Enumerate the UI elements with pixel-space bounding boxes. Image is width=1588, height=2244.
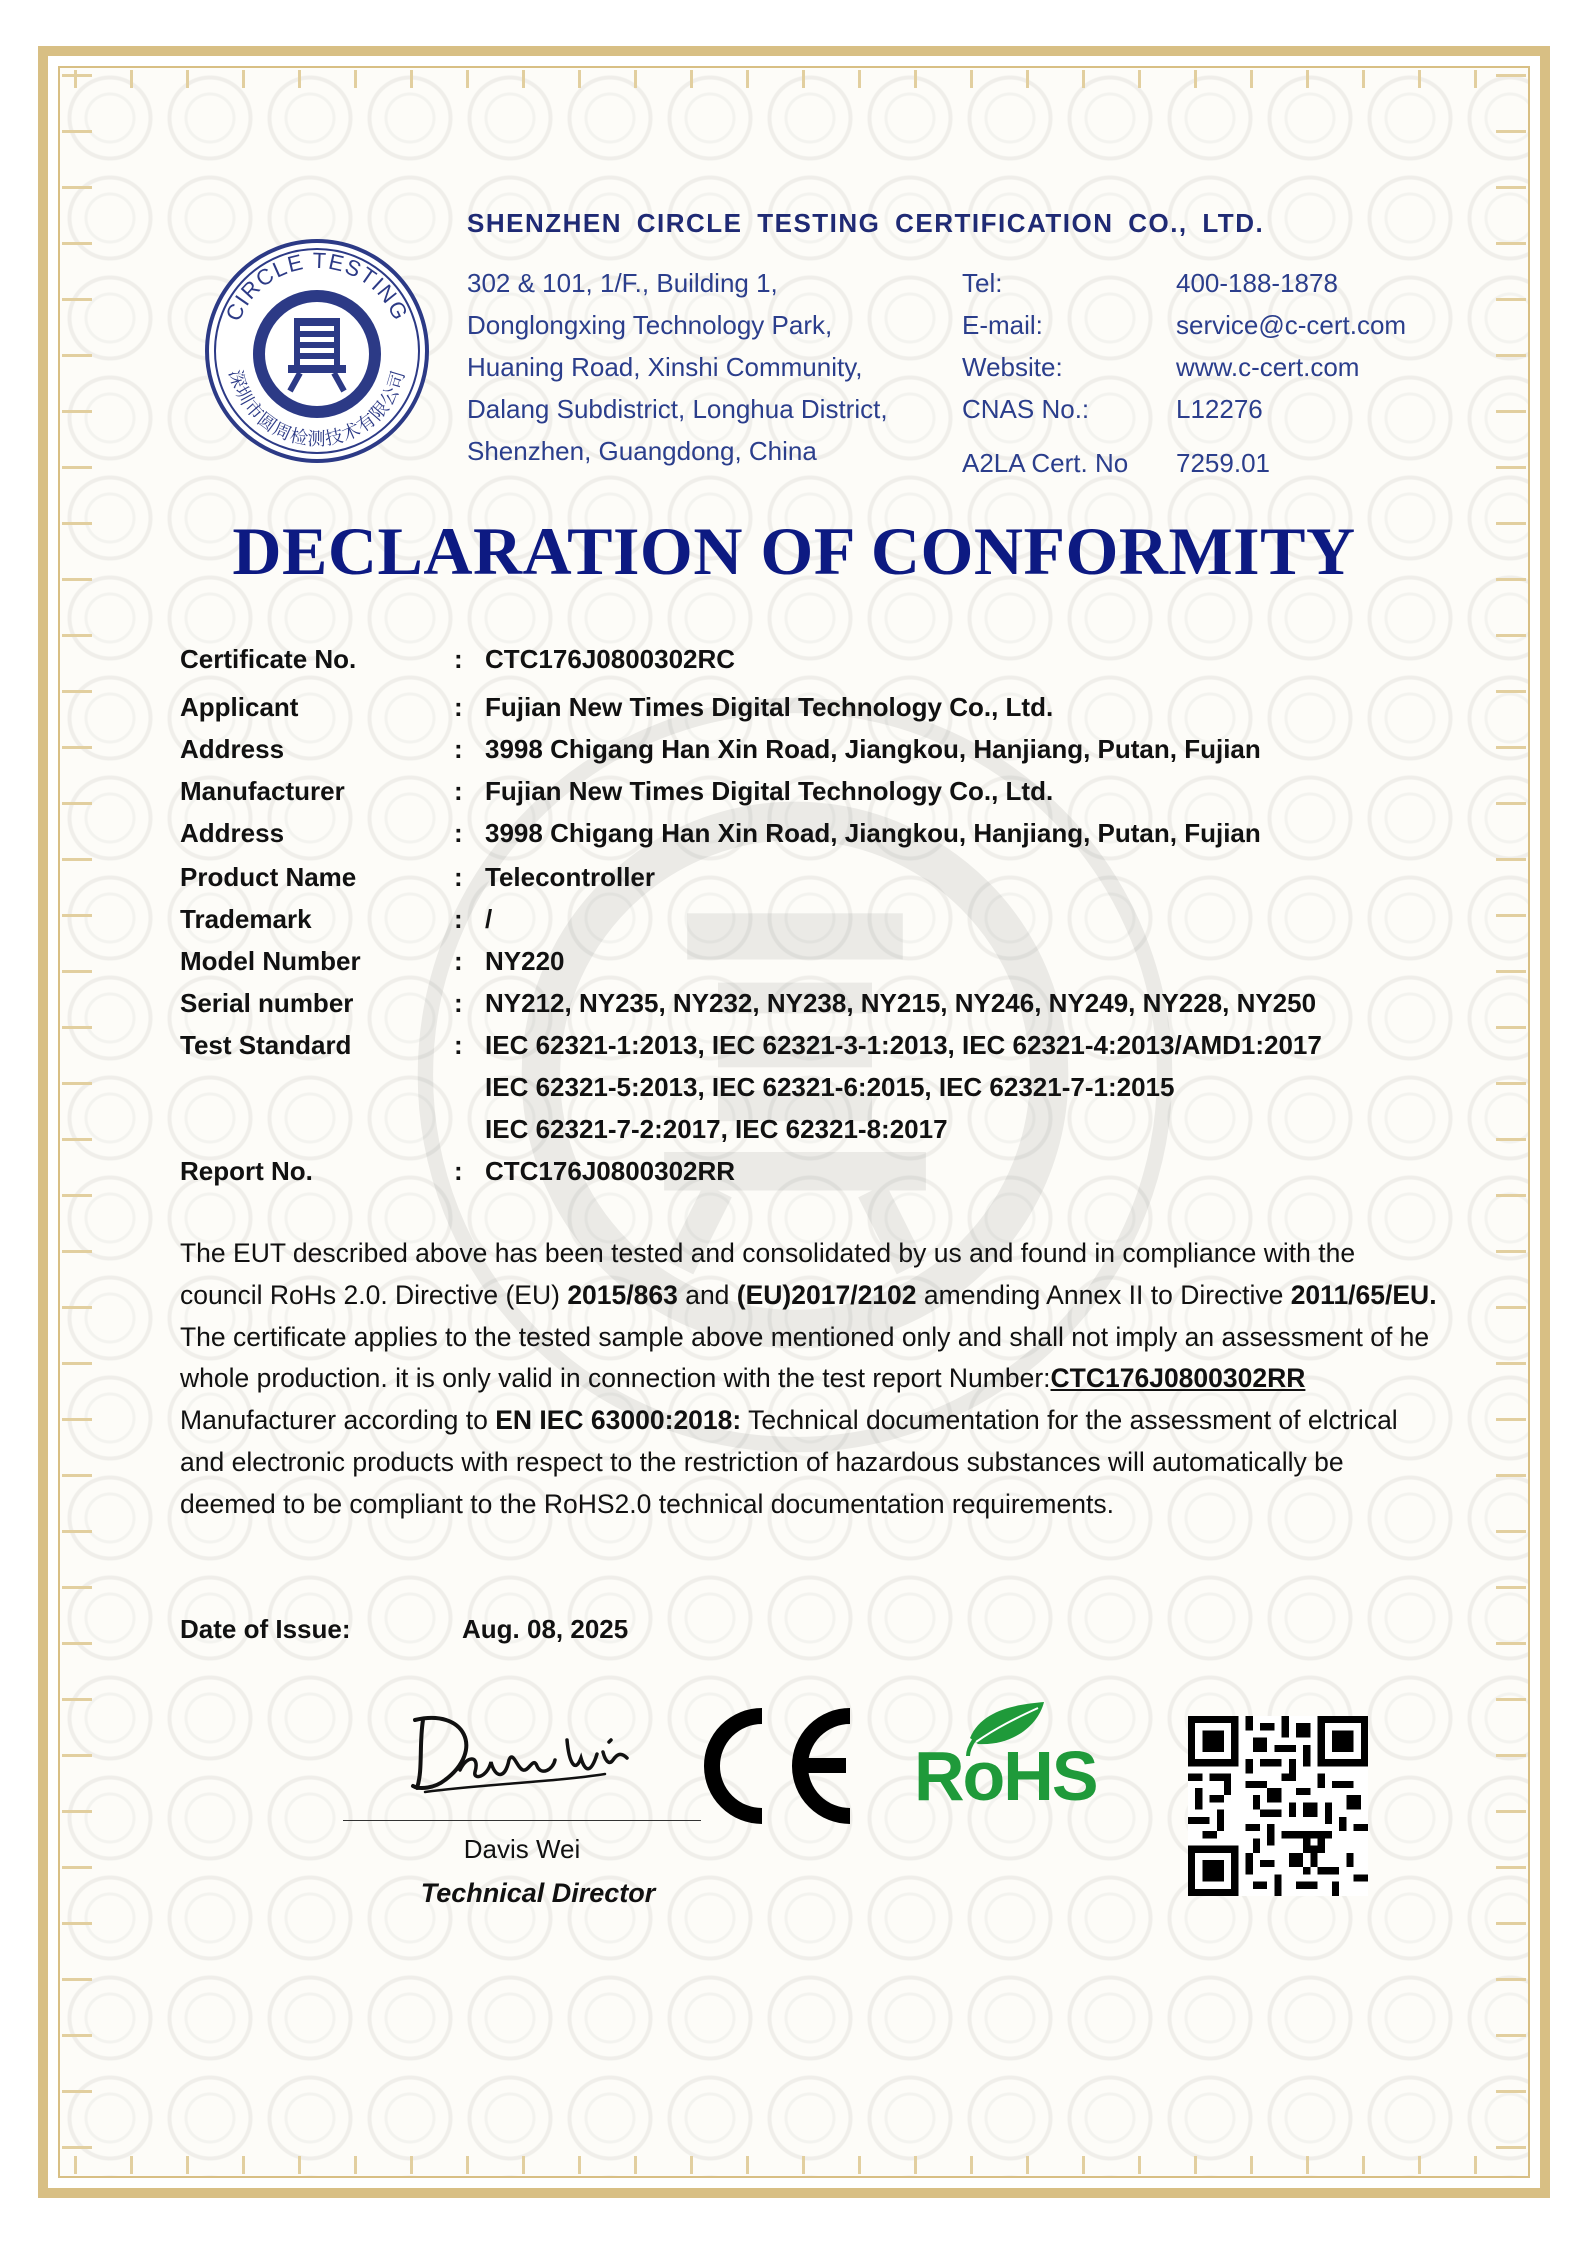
email-value: service@c-cert.com (1176, 310, 1407, 340)
compliance-statement (180, 1233, 1440, 1526)
field-colon: : (454, 988, 463, 1018)
applicant-value: Fujian New Times Digital Technology Co., Ltd. (485, 692, 1054, 722)
address-line: Shenzhen, Guangdong, China (467, 436, 817, 466)
report-no-value: CTC176J0800302RR (485, 1156, 736, 1186)
standard-ref: EN IEC 63000:2018: (495, 1405, 742, 1436)
website-value: www.c-cert.com (1176, 352, 1360, 382)
field-colon: : (454, 644, 463, 674)
signature-image (405, 1700, 635, 1800)
address-line: 302 & 101, 1/F., Building 1, (467, 268, 778, 298)
test-standard-line: IEC 62321-1:2013, IEC 62321-3-1:2013, IEC 62321-4:2013/AMD1:2017 (485, 1030, 1322, 1060)
field-colon: : (454, 862, 463, 892)
field-colon: : (454, 692, 463, 722)
address-line: Dalang Subdistrict, Longhua District, (467, 394, 888, 424)
qr-code-icon (1188, 1716, 1368, 1896)
text-run: The certificate applies to the tested sample above mentioned only and shall not imply an assessment of he whole production. it is only valid in connection with the test report Number: (180, 1321, 1430, 1394)
product-name-label: Product Name (180, 862, 357, 892)
company-seal-icon (202, 236, 432, 466)
model-number-value: NY220 (485, 946, 565, 976)
cnas-value: L12276 (1176, 394, 1263, 424)
email-label: E-mail: (962, 310, 1043, 340)
border-ticks-left (62, 74, 92, 2170)
field-colon: : (454, 1156, 463, 1186)
company-name: SHENZHEN CIRCLE TESTING CERTIFICATION CO., LTD. (467, 208, 1265, 238)
applicant-address-label: Address (180, 734, 285, 764)
company-address (467, 262, 888, 472)
directive-ref: 2015/863 (567, 1279, 678, 1310)
field-colon: : (454, 1030, 463, 1060)
product-name-value: Telecontroller (485, 862, 656, 892)
field-colon: : (454, 946, 463, 976)
directive-ref: 2011/65/EU. (1290, 1279, 1437, 1310)
field-colon: : (454, 734, 463, 764)
manufacturer-address-label: Address (180, 818, 285, 848)
contact-values (1176, 262, 1406, 430)
ce-mark-icon (700, 1708, 860, 1824)
serial-number-value: NY212, NY235, NY232, NY238, NY215, NY246, NY249, NY228, NY250 (485, 988, 1317, 1018)
contact-labels (962, 262, 1089, 430)
text-run: Manufacturer according to (180, 1405, 496, 1436)
certificate-no-value: CTC176J0800302RC (485, 644, 736, 674)
text-run: and (677, 1279, 737, 1310)
cnas-label: CNAS No.: (962, 394, 1090, 424)
rohs-logo-text: RoHS (914, 1737, 1097, 1815)
applicant-label: Applicant (180, 692, 299, 722)
address-line: Donglongxing Technology Park, (467, 310, 833, 340)
applicant-address-value: 3998 Chigang Han Xin Road, Jiangkou, Hanjiang, Putan, Fujian (485, 734, 1261, 764)
text-run: amending Annex II to Directive (916, 1279, 1291, 1310)
border-ticks-bottom (74, 2156, 1514, 2174)
svg-text:CIRCLE TESTING: CIRCLE TESTING (220, 247, 414, 325)
report-no-label: Report No. (180, 1156, 313, 1186)
test-standard-label: Test Standard (180, 1030, 352, 1060)
signatory-title: Technical Director (420, 1878, 656, 1908)
report-number-ref: CTC176J0800302RR (1050, 1363, 1306, 1394)
text-run: The EUT described above has been tested and consolidated by us and found in compliance with the council RoHs 2.0. Directive (EU) (180, 1238, 1356, 1310)
documentation-paragraph (180, 1400, 1440, 1525)
signatory-name: Davis Wei (463, 1834, 581, 1864)
serial-number-label: Serial number (180, 988, 354, 1018)
manufacturer-label: Manufacturer (180, 776, 345, 806)
signature-line (343, 1820, 701, 1821)
document-title: DECLARATION OF CONFORMITY (232, 513, 1356, 589)
tel-label: Tel: (962, 268, 1003, 298)
border-ticks-right (1496, 74, 1526, 2170)
website-label: Website: (962, 352, 1063, 382)
trademark-value: / (485, 904, 493, 934)
manufacturer-address-value: 3998 Chigang Han Xin Road, Jiangkou, Hanjiang, Putan, Fujian (485, 818, 1261, 848)
svg-text:深圳市圆周检测技术有限公司: 深圳市圆周检测技术有限公司 (224, 367, 410, 450)
certificate-no-label: Certificate No. (180, 644, 357, 674)
test-standard-line: IEC 62321-7-2:2017, IEC 62321-8:2017 (485, 1114, 948, 1144)
address-line: Huaning Road, Xinshi Community, (467, 352, 863, 382)
border-ticks-top (74, 70, 1514, 88)
field-colon: : (454, 904, 463, 934)
a2la-label: A2LA Cert. No (962, 448, 1129, 478)
model-number-label: Model Number (180, 946, 361, 976)
directive-ref: (EU)2017/2102 (736, 1279, 917, 1310)
trademark-label: Trademark (180, 904, 312, 934)
compliance-paragraph (180, 1233, 1440, 1400)
test-standard-line: IEC 62321-5:2013, IEC 62321-6:2015, IEC 62321-7-1:2015 (485, 1072, 1175, 1102)
field-colon: : (454, 818, 463, 848)
field-colon: : (454, 776, 463, 806)
date-of-issue-value: Aug. 08, 2025 (462, 1614, 629, 1644)
tel-value: 400-188-1878 (1176, 268, 1338, 298)
manufacturer-value: Fujian New Times Digital Technology Co., Ltd. (485, 776, 1054, 806)
date-of-issue-label: Date of Issue: (180, 1614, 351, 1644)
text-run: Technical documentation for the assessment of elctrical and electronic products with respect to the restriction of hazardous substances will automatically be deemed to be compliant to the RoHS2.0 technical documentation requirements. (180, 1405, 1398, 1519)
a2la-value: 7259.01 (1176, 448, 1270, 478)
